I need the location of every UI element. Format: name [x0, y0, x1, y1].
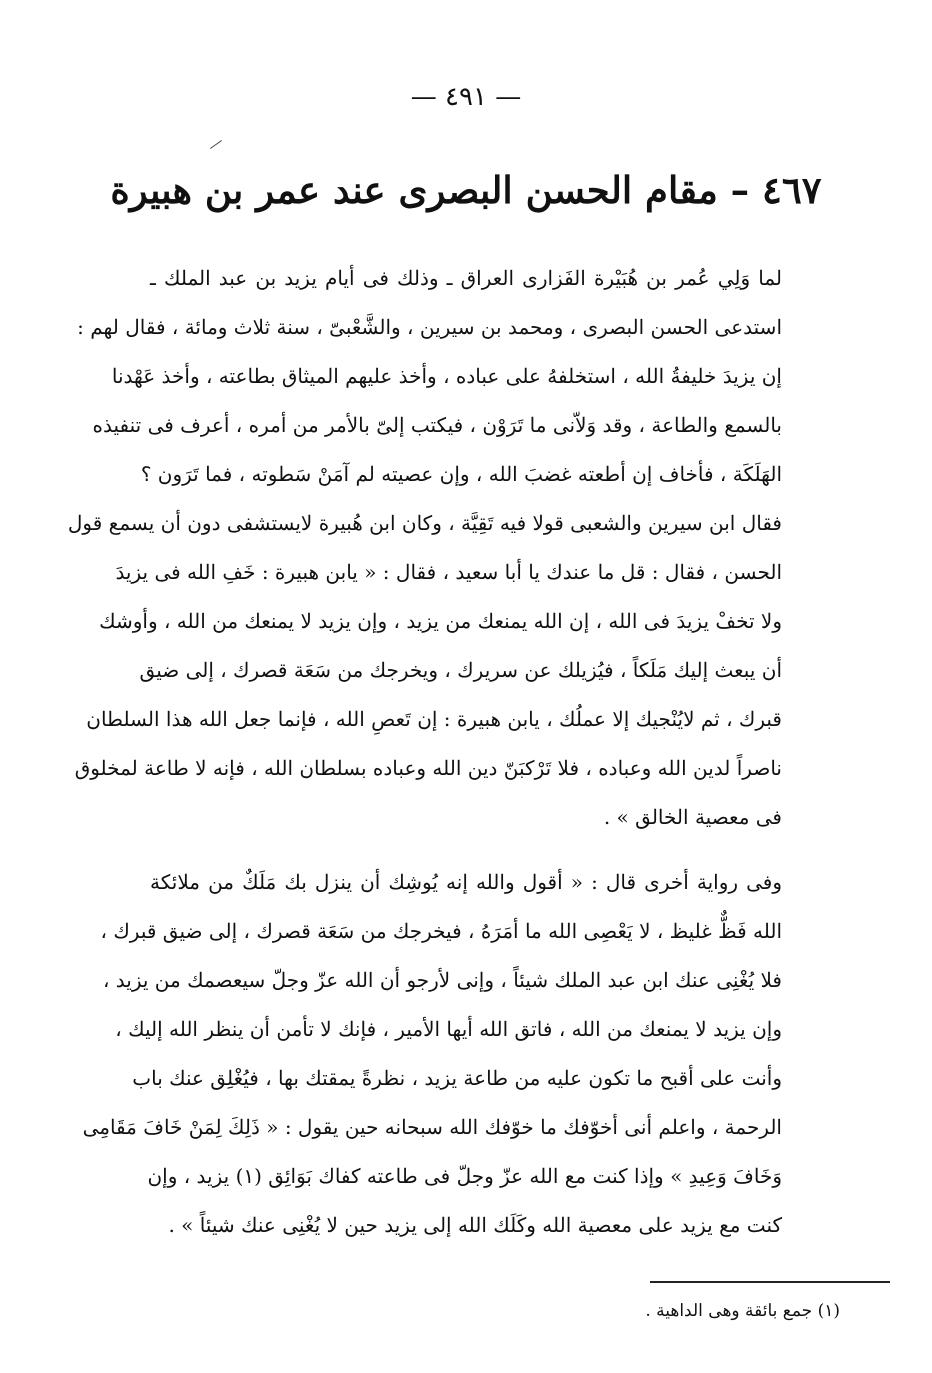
- text-line: لما وَلِي عُمر بن هُبَيْرة الفَزارى العراق ـ وذلك فى أيام يزيد بن عبد الملك ـ: [150, 266, 782, 290]
- text-line: فى معصية الخالق » .: [603, 805, 782, 829]
- footnote: (١) جمع بائقة وهى الداهية .: [645, 1301, 840, 1321]
- section-title: ٤٦٧ – مقام الحسن البصرى عند عمر بن هبيرة: [110, 168, 822, 212]
- text-line: الهَلَكَة ، فأخاف إن أطعته غضبَ الله ، وإن عصيته لم آمَنْ سَطوته ، فما تَرَون ؟: [140, 462, 782, 486]
- text-line: ولا تخفْ يزيدَ فى الله ، إن الله يمنعك من يزيد ، وإن يزيد لا يمنعك من الله ، وأوشك: [99, 609, 782, 633]
- text-line: الحسن ، فقال : قل ما عندك يا أبا سعيد ، فقال : « يابن هبيرة : خَفِ الله فى يزيدَ: [115, 560, 782, 584]
- text-line: وَخَافَ وَعِيدِ » وإذا كنت مع الله عزّ وجلّ فى طاعته كفاك بَوَائِق (١) يزيد ، وإن: [147, 1164, 782, 1188]
- text-line: بالسمع والطاعة ، وقد وَلاّنى ما تَرَوْن ، فيكتب إلىّ بالأمر من أمره ، أعرف فى تنفيذه: [92, 413, 782, 437]
- text-line: الرحمة ، واعلم أنى أخوّفك ما خوّفك الله سبحانه حين يقول : « ذَلِكَ لِمَنْ خَافَ مَقَامِى: [82, 1115, 782, 1139]
- text-line: وأنت على أقبح ما تكون عليه من طاعة يزيد ، نظرةً يمقتك بها ، فيُغْلِق عنك باب: [132, 1066, 782, 1090]
- page-number: — ٤٩١ —: [410, 82, 522, 112]
- text-line: كنت مع يزيد على معصية الله وكَلَك الله إلى يزيد حين لا يُغْنِى عنك شيئاً » .: [168, 1213, 782, 1237]
- text-line: إن يزيدَ خليفةُ الله ، استخلفهُ على عباده ، وأخذ عليهم الميثاق بطاعته ، وأخذ عَهْدنا: [111, 364, 782, 388]
- body-text: [67, 254, 782, 1250]
- text-line: استدعى الحسن البصرى ، ومحمد بن سيرين ، والشَّعْبىّ ، سنة ثلاث ومائة ، فقال لهم :: [77, 315, 782, 339]
- paragraph-1: [67, 254, 782, 842]
- text-line: وإن يزيد لا يمنعك من الله ، فاتق الله أيها الأمير ، فإنك لا تأمن أن ينظر الله إليك ،: [115, 1017, 782, 1041]
- text-line: فقال ابن سيرين والشعبى قولا فيه تَقِيَّة ، وكان ابن هُبيرة لايستشفى دون أن يسمع قول: [67, 511, 782, 535]
- footnote-divider: [650, 1281, 890, 1283]
- text-line: قبرك ، ثم لايُنْجيك إلا عملُك ، يابن هبيرة : إن تَعصِ الله ، فإنما جعل الله هذا السلطان: [86, 707, 782, 731]
- paragraph-2: [82, 858, 782, 1250]
- text-line: الله فَظٌّ غليظ ، لا يَعْصِى الله ما أمَرَهُ ، فيخرجك من سَعَة قصرك ، إلى ضيق قبرك ،: [100, 919, 782, 943]
- text-line: وفى رواية أخرى قال : « أقول والله إنه يُوشِك أن ينزل بك مَلَكٌ من ملائكة: [150, 870, 782, 894]
- text-line: أن يبعث إليك مَلَكاً ، فيُزيلك عن سريرك ، ويخرجك من سَعَة قصرك ، إلى ضيق: [139, 658, 782, 682]
- text-line: ناصراً لدين الله وعباده ، فلا تَرْكبَنّ دين الله وعباده بسلطان الله ، فإنه لا طاعة لمخلوق: [74, 756, 782, 780]
- text-line: فلا يُغْنِى عنك ابن عبد الملك شيئاً ، وإنى لأرجو أن الله عزّ وجلّ سيعصمك من يزيد ،: [102, 968, 782, 992]
- stray-ink-mark: [210, 140, 222, 149]
